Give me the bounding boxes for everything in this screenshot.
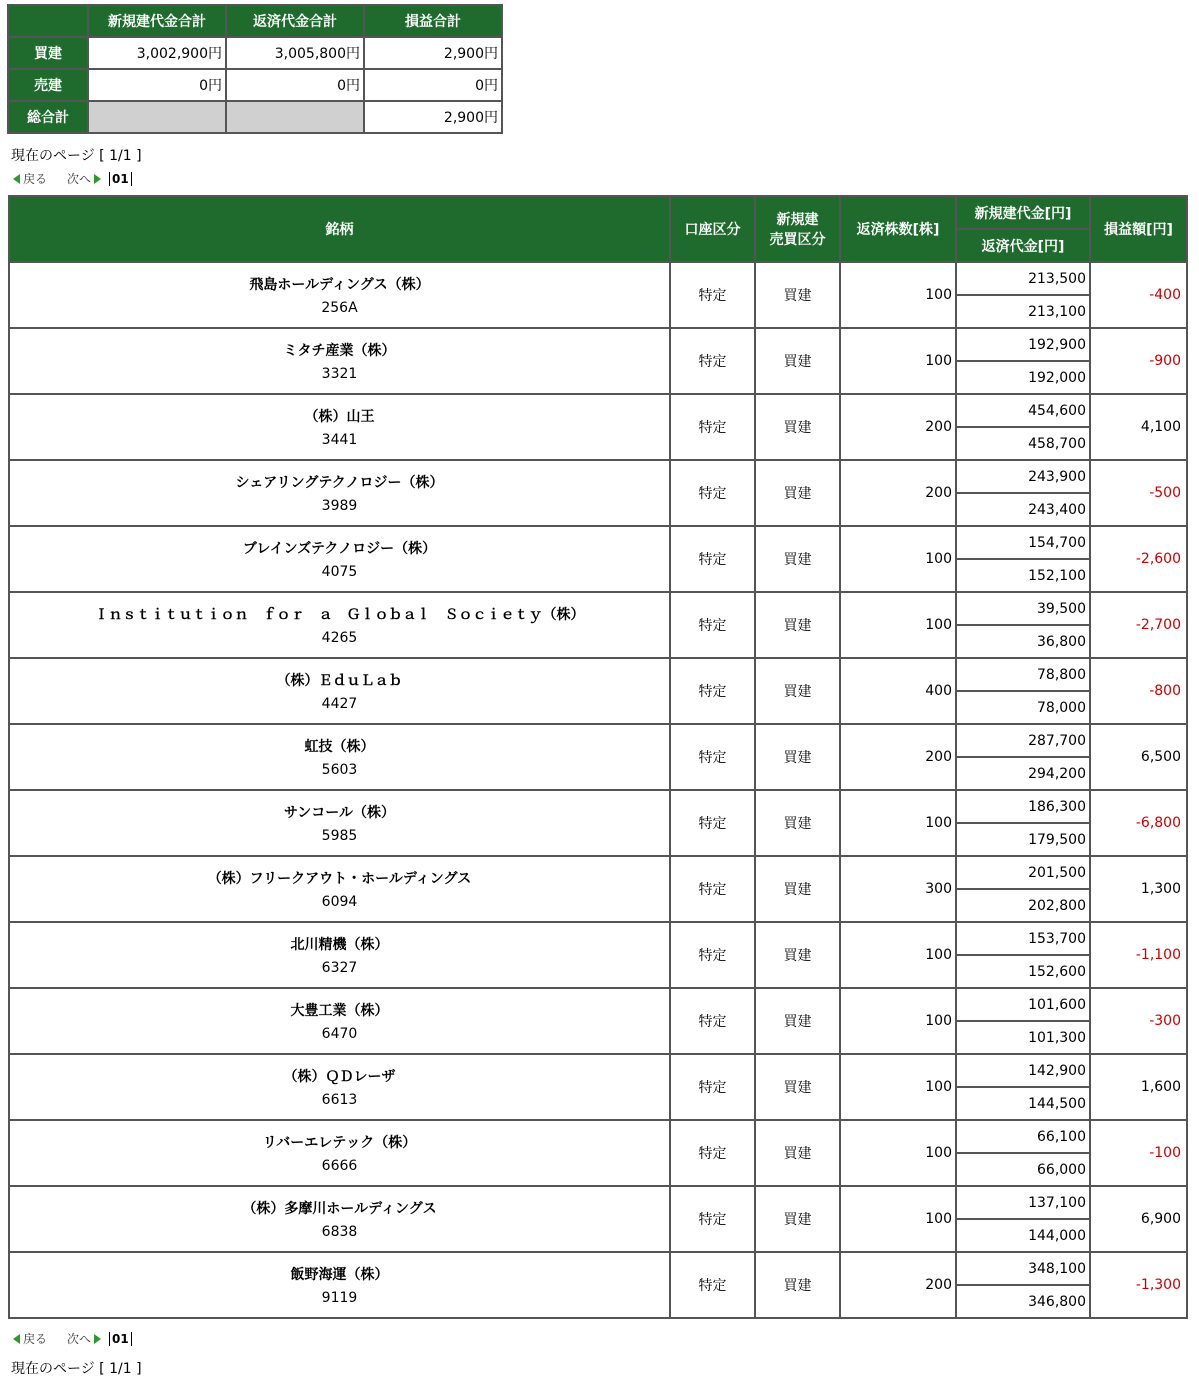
- return-shares: 100: [841, 527, 955, 591]
- new-amount: 213,500: [957, 263, 1089, 294]
- stock-code: 4265: [321, 630, 358, 646]
- summary-pl-value: 2,900円: [365, 38, 501, 68]
- table-row: [10, 725, 1186, 756]
- profit-loss: 1,300: [1091, 857, 1186, 921]
- table-row: [10, 1187, 1186, 1218]
- trade-type: 買建: [756, 263, 839, 327]
- table-row: [10, 329, 1186, 360]
- summary-row-total: [9, 102, 501, 132]
- stock-cell: [10, 791, 669, 855]
- summary-new-value: 3,002,900円: [89, 38, 225, 68]
- summary-empty-cell: [227, 102, 363, 132]
- next-label: 次へ: [67, 1332, 92, 1346]
- stock-code: 256A: [321, 300, 358, 316]
- trade-type: 買建: [756, 1055, 839, 1119]
- return-shares: 200: [841, 1253, 955, 1317]
- new-amount: 243,900: [957, 461, 1089, 492]
- right-arrow-icon: [94, 1334, 101, 1344]
- account-type: 特定: [671, 791, 754, 855]
- return-shares: 200: [841, 725, 955, 789]
- table-row: [10, 593, 1186, 624]
- profit-loss: 6,900: [1091, 1187, 1186, 1251]
- account-type: 特定: [671, 1253, 754, 1317]
- return-shares: 400: [841, 659, 955, 723]
- table-row: [10, 791, 1186, 822]
- header-trade-line2: 売買区分: [769, 232, 826, 248]
- account-type: 特定: [671, 461, 754, 525]
- trade-type: 買建: [756, 527, 839, 591]
- stock-cell: [10, 461, 669, 525]
- new-amount: 201,500: [957, 857, 1089, 888]
- return-amount: 78,000: [957, 692, 1089, 723]
- stock-cell: [10, 923, 669, 987]
- account-type: 特定: [671, 1055, 754, 1119]
- table-row: [10, 1121, 1186, 1152]
- header-new-amount: 新規建代金[円]: [957, 197, 1089, 228]
- summary-pl-value: 0円: [365, 70, 501, 100]
- return-shares: 100: [841, 263, 955, 327]
- stock-name: ブレインズテクノロジー（株）: [242, 541, 437, 557]
- summary-header-row: [9, 6, 501, 36]
- pager-bottom: [13, 1330, 132, 1347]
- return-amount: 202,800: [957, 890, 1089, 921]
- new-amount: 154,700: [957, 527, 1089, 558]
- page-info-bottom: 現在のページ [ 1/1 ]: [11, 1361, 142, 1377]
- table-row: [10, 1253, 1186, 1284]
- header-account: 口座区分: [671, 197, 754, 261]
- summary-empty-cell: [89, 102, 225, 132]
- trade-type: 買建: [756, 857, 839, 921]
- stock-name: 飛島ホールディングス（株）: [249, 277, 430, 293]
- summary-header-ret: 返済代金合計: [227, 6, 363, 36]
- return-shares: 100: [841, 1121, 955, 1185]
- new-amount: 101,600: [957, 989, 1089, 1020]
- stock-cell: [10, 725, 669, 789]
- table-row: [10, 989, 1186, 1020]
- summary-row-label: 売建: [9, 70, 87, 100]
- summary-row-sell: [9, 70, 501, 100]
- positions-table: [8, 195, 1188, 1319]
- account-type: 特定: [671, 593, 754, 657]
- stock-name: ミタチ産業（株）: [283, 343, 396, 359]
- stock-name: （株）多摩川ホールディングス: [242, 1201, 437, 1217]
- stock-code: 5985: [321, 828, 358, 844]
- profit-loss: -100: [1091, 1121, 1186, 1185]
- table-row: [10, 461, 1186, 492]
- stock-name: リバーエレテック（株）: [262, 1135, 417, 1151]
- account-type: 特定: [671, 263, 754, 327]
- stock-code: 4075: [321, 564, 358, 580]
- profit-loss: -400: [1091, 263, 1186, 327]
- return-shares: 200: [841, 461, 955, 525]
- profit-loss: 4,100: [1091, 395, 1186, 459]
- summary-ret-value: 0円: [227, 70, 363, 100]
- account-type: 特定: [671, 725, 754, 789]
- profit-loss: -300: [1091, 989, 1186, 1053]
- new-amount: 39,500: [957, 593, 1089, 624]
- trade-type: 買建: [756, 329, 839, 393]
- stock-code: 6470: [321, 1026, 358, 1042]
- return-amount: 179,500: [957, 824, 1089, 855]
- trade-type: 買建: [756, 1121, 839, 1185]
- stock-code: 4427: [321, 696, 358, 712]
- stock-code: 6613: [321, 1092, 358, 1108]
- account-type: 特定: [671, 395, 754, 459]
- stock-name: 北川精機（株）: [290, 937, 389, 953]
- table-row: [10, 1055, 1186, 1086]
- trade-type: 買建: [756, 395, 839, 459]
- return-amount: 152,100: [957, 560, 1089, 591]
- stock-code: 6666: [321, 1158, 358, 1174]
- trade-type: 買建: [756, 1187, 839, 1251]
- summary-header-new: 新規建代金合計: [89, 6, 225, 36]
- trade-type: 買建: [756, 923, 839, 987]
- stock-cell: [10, 395, 669, 459]
- next-label: 次へ: [67, 172, 92, 186]
- right-arrow-icon: [94, 174, 101, 184]
- summary-row-label: 総合計: [9, 102, 87, 132]
- new-amount: 287,700: [957, 725, 1089, 756]
- stock-name: Ｉｎｓｔｉｔｕｔｉｏｎ ｆｏｒ ａ Ｇｌｏｂａｌ Ｓｏｃｉｅｔｙ（株）: [94, 607, 585, 623]
- stock-cell: [10, 263, 669, 327]
- trade-type: 買建: [756, 461, 839, 525]
- stock-name: 飯野海運（株）: [290, 1267, 389, 1283]
- return-amount: 101,300: [957, 1022, 1089, 1053]
- profit-loss: -500: [1091, 461, 1186, 525]
- account-type: 特定: [671, 659, 754, 723]
- header-trade-line1: 新規建: [776, 212, 819, 228]
- return-shares: 100: [841, 1055, 955, 1119]
- new-amount: 153,700: [957, 923, 1089, 954]
- summary-new-value: 0円: [89, 70, 225, 100]
- table-row: [10, 857, 1186, 888]
- account-type: 特定: [671, 989, 754, 1053]
- stock-name: （株）ＱＤレーザ: [283, 1069, 396, 1085]
- profit-loss: -800: [1091, 659, 1186, 723]
- profit-loss: 6,500: [1091, 725, 1186, 789]
- stock-code: 6094: [321, 894, 358, 910]
- header-meigara: 銘柄: [10, 197, 669, 261]
- stock-code: 6838: [321, 1224, 358, 1240]
- new-amount: 186,300: [957, 791, 1089, 822]
- return-shares: 100: [841, 1187, 955, 1251]
- return-amount: 144,500: [957, 1088, 1089, 1119]
- account-type: 特定: [671, 329, 754, 393]
- profit-loss: -2,600: [1091, 527, 1186, 591]
- table-row: [10, 263, 1186, 294]
- return-shares: 100: [841, 593, 955, 657]
- stock-code: 5603: [321, 762, 358, 778]
- stock-cell: [10, 1253, 669, 1317]
- trade-type: 買建: [756, 791, 839, 855]
- account-type: 特定: [671, 923, 754, 987]
- new-amount: 66,100: [957, 1121, 1089, 1152]
- header-shares: 返済株数[株]: [841, 197, 955, 261]
- new-amount: 348,100: [957, 1253, 1089, 1284]
- stock-cell: [10, 527, 669, 591]
- return-shares: 100: [841, 791, 955, 855]
- prev-label: 戻る: [23, 172, 48, 186]
- account-type: 特定: [671, 527, 754, 591]
- return-amount: 66,000: [957, 1154, 1089, 1185]
- stock-cell: [10, 857, 669, 921]
- next-link[interactable]: [67, 170, 101, 187]
- stock-code: 6327: [321, 960, 358, 976]
- stock-name: シェアリングテクノロジー（株）: [235, 475, 444, 491]
- trade-type: 買建: [756, 659, 839, 723]
- table-header-row: [10, 197, 1186, 228]
- stock-cell: [10, 1121, 669, 1185]
- return-amount: 36,800: [957, 626, 1089, 657]
- return-amount: 192,000: [957, 362, 1089, 393]
- profit-loss: -1,300: [1091, 1253, 1186, 1317]
- stock-name: 虹技（株）: [304, 739, 375, 755]
- summary-header-pl: 損益合計: [365, 6, 501, 36]
- trade-type: 買建: [756, 1253, 839, 1317]
- left-arrow-icon: [13, 174, 20, 184]
- stock-cell: [10, 593, 669, 657]
- summary-corner: [9, 6, 87, 36]
- table-row: [10, 659, 1186, 690]
- stock-name: 大豊工業（株）: [290, 1003, 389, 1019]
- return-shares: 100: [841, 329, 955, 393]
- return-amount: 458,700: [957, 428, 1089, 459]
- table-row: [10, 923, 1186, 954]
- pager-top: [13, 170, 132, 187]
- stock-code: 9119: [321, 1290, 358, 1306]
- profit-loss: 1,600: [1091, 1055, 1186, 1119]
- account-type: 特定: [671, 857, 754, 921]
- stock-code: 3441: [321, 432, 358, 448]
- return-amount: 144,000: [957, 1220, 1089, 1251]
- header-trade-type: [756, 197, 839, 261]
- header-ret-amount: 返済代金[円]: [957, 230, 1089, 261]
- return-amount: 152,600: [957, 956, 1089, 987]
- prev-link[interactable]: [13, 170, 47, 187]
- prev-label: 戻る: [23, 1332, 48, 1346]
- next-link[interactable]: [67, 1330, 101, 1347]
- profit-loss: -6,800: [1091, 791, 1186, 855]
- stock-name: （株）山王: [304, 409, 375, 425]
- new-amount: 142,900: [957, 1055, 1089, 1086]
- stock-cell: [10, 659, 669, 723]
- profit-loss: -2,700: [1091, 593, 1186, 657]
- trade-type: 買建: [756, 725, 839, 789]
- return-amount: 346,800: [957, 1286, 1089, 1317]
- stock-cell: [10, 1187, 669, 1251]
- return-shares: 100: [841, 989, 955, 1053]
- profit-loss: -900: [1091, 329, 1186, 393]
- page-number-link[interactable]: 01: [109, 172, 132, 186]
- stock-name: （株）ＥｄｕＬａｂ: [276, 673, 403, 689]
- header-pl: 損益額[円]: [1091, 197, 1186, 261]
- trade-type: 買建: [756, 989, 839, 1053]
- page-number-link[interactable]: 01: [109, 1332, 132, 1346]
- stock-cell: [10, 989, 669, 1053]
- stock-cell: [10, 1055, 669, 1119]
- trade-type: 買建: [756, 593, 839, 657]
- stock-name: サンコール（株）: [283, 805, 396, 821]
- summary-row-label: 買建: [9, 38, 87, 68]
- return-shares: 300: [841, 857, 955, 921]
- prev-link[interactable]: [13, 1330, 47, 1347]
- return-shares: 100: [841, 923, 955, 987]
- profit-loss: -1,100: [1091, 923, 1186, 987]
- new-amount: 454,600: [957, 395, 1089, 426]
- summary-row-buy: [9, 38, 501, 68]
- stock-code: 3321: [321, 366, 358, 382]
- summary-pl-value: 2,900円: [365, 102, 501, 132]
- account-type: 特定: [671, 1187, 754, 1251]
- account-type: 特定: [671, 1121, 754, 1185]
- summary-ret-value: 3,005,800円: [227, 38, 363, 68]
- return-shares: 200: [841, 395, 955, 459]
- table-row: [10, 395, 1186, 426]
- new-amount: 78,800: [957, 659, 1089, 690]
- table-body: [10, 263, 1186, 1317]
- stock-code: 3989: [321, 498, 358, 514]
- stock-name: （株）フリークアウト・ホールディングス: [207, 871, 472, 887]
- summary-table: [7, 4, 503, 134]
- left-arrow-icon: [13, 1334, 20, 1344]
- return-amount: 243,400: [957, 494, 1089, 525]
- stock-cell: [10, 329, 669, 393]
- new-amount: 192,900: [957, 329, 1089, 360]
- table-row: [10, 527, 1186, 558]
- page-info-top: 現在のページ [ 1/1 ]: [11, 148, 142, 164]
- return-amount: 294,200: [957, 758, 1089, 789]
- return-amount: 213,100: [957, 296, 1089, 327]
- new-amount: 137,100: [957, 1187, 1089, 1218]
